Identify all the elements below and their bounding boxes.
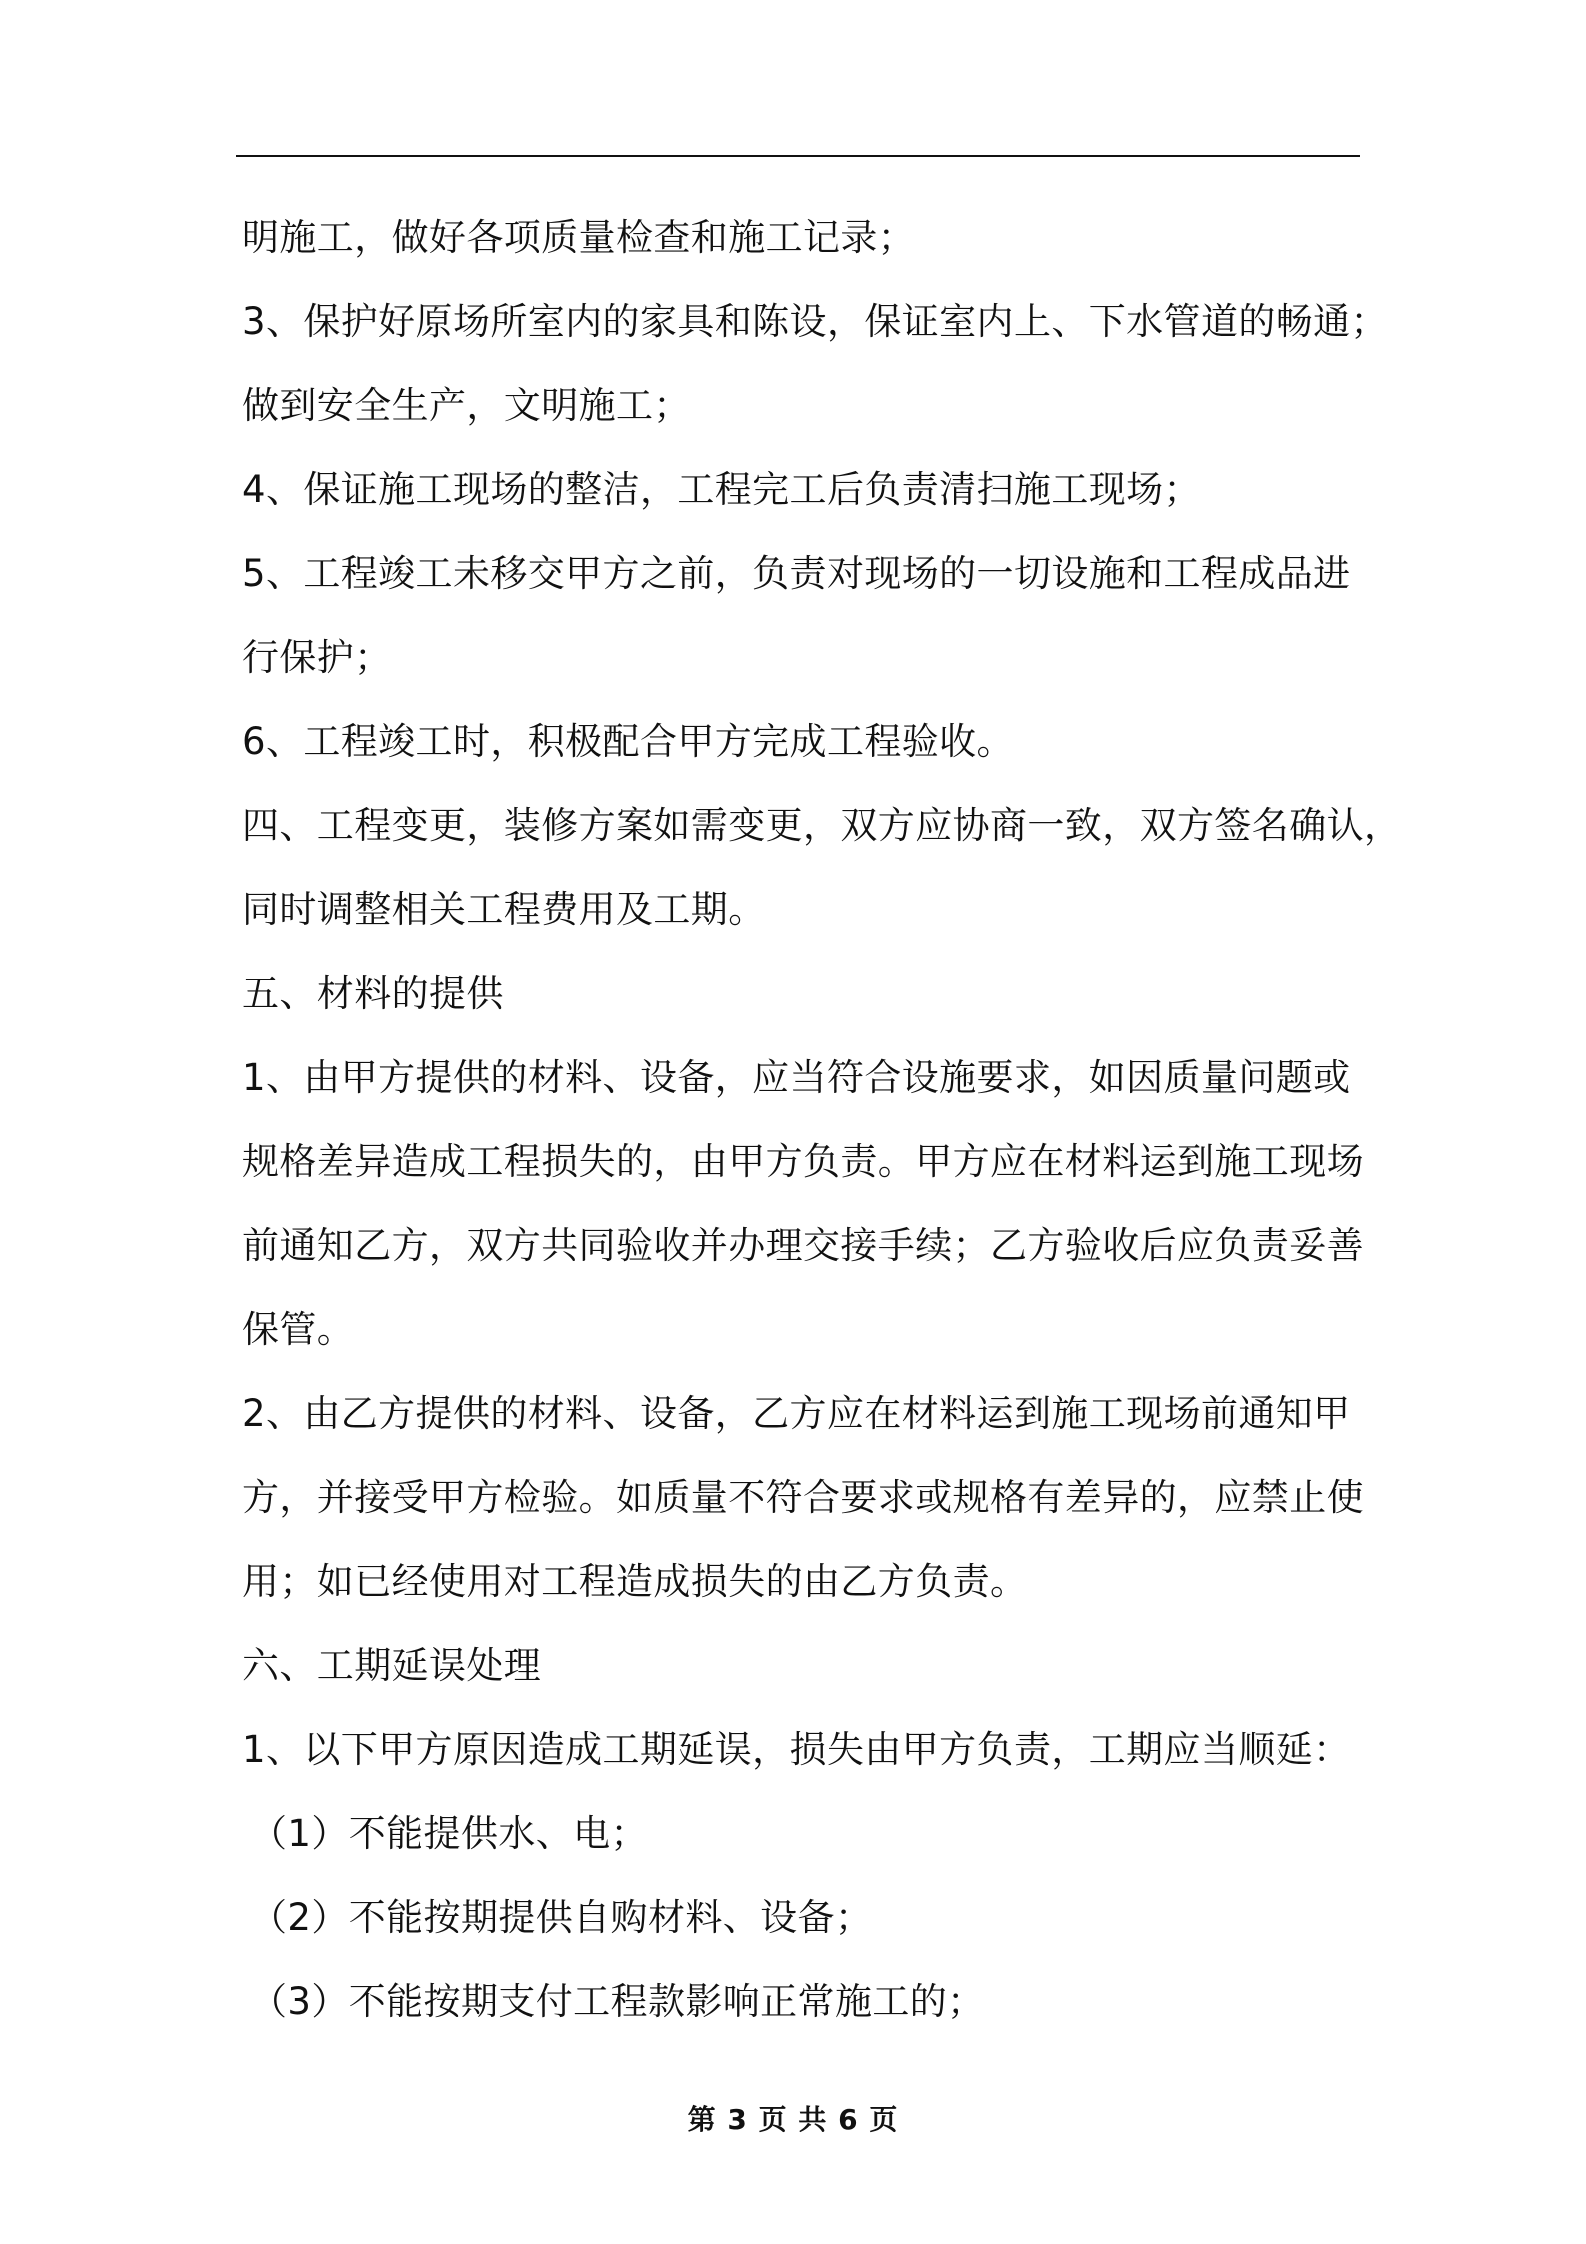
document-body — [242, 196, 1402, 2044]
text-line: 1、以下甲方原因造成工期延误，损失由甲方负责，工期应当顺延： — [242, 1728, 1351, 1771]
section-heading: 五、材料的提供 — [242, 972, 504, 1015]
text-line: 保管。 — [242, 1308, 355, 1351]
text-line: 前通知乙方，双方共同验收并办理交接手续；乙方验收后应负责妥善 — [242, 1224, 1364, 1267]
text-line: 4、保证施工现场的整洁，工程完工后负责清扫施工现场； — [242, 468, 1201, 511]
text-line: 用；如已经使用对工程造成损失的由乙方负责。 — [242, 1560, 1028, 1603]
text-line: 6、工程竣工时，积极配合甲方完成工程验收。 — [242, 720, 1014, 763]
section-heading: 四、工程变更，装修方案如需变更，双方应协商一致，双方签名确认， — [242, 804, 1402, 847]
text-line: 方，并接受甲方检验。如质量不符合要求或规格有差异的，应禁止使 — [242, 1476, 1364, 1519]
text-line: 3、保护好原场所室内的家具和陈设，保证室内上、下水管道的畅通； — [242, 300, 1388, 343]
text-line: 1、由甲方提供的材料、设备，应当符合设施要求，如因质量问题或 — [242, 1056, 1351, 1099]
text-line: 2、由乙方提供的材料、设备，乙方应在材料运到施工现场前通知甲 — [242, 1392, 1351, 1435]
text-line: 做到安全生产，文明施工； — [242, 384, 691, 427]
text-line: 同时调整相关工程费用及工期。 — [242, 888, 766, 931]
page-number: 第 3 页 共 6 页 — [687, 2103, 899, 2136]
text-line: 明施工，做好各项质量检查和施工记录； — [242, 216, 916, 259]
list-item: （3）不能按期支付工程款影响正常施工的； — [250, 1980, 985, 2023]
header-rule — [236, 155, 1360, 157]
text-line: 行保护； — [242, 636, 392, 679]
text-line: 规格差异造成工程损失的，由甲方负责。甲方应在材料运到施工现场 — [242, 1140, 1364, 1183]
section-heading: 六、工期延误处理 — [242, 1644, 542, 1687]
list-item: （1）不能提供水、电； — [250, 1812, 648, 1855]
text-line: 5、工程竣工未移交甲方之前，负责对现场的一切设施和工程成品进 — [242, 552, 1351, 595]
list-item: （2）不能按期提供自购材料、设备； — [250, 1896, 873, 1939]
